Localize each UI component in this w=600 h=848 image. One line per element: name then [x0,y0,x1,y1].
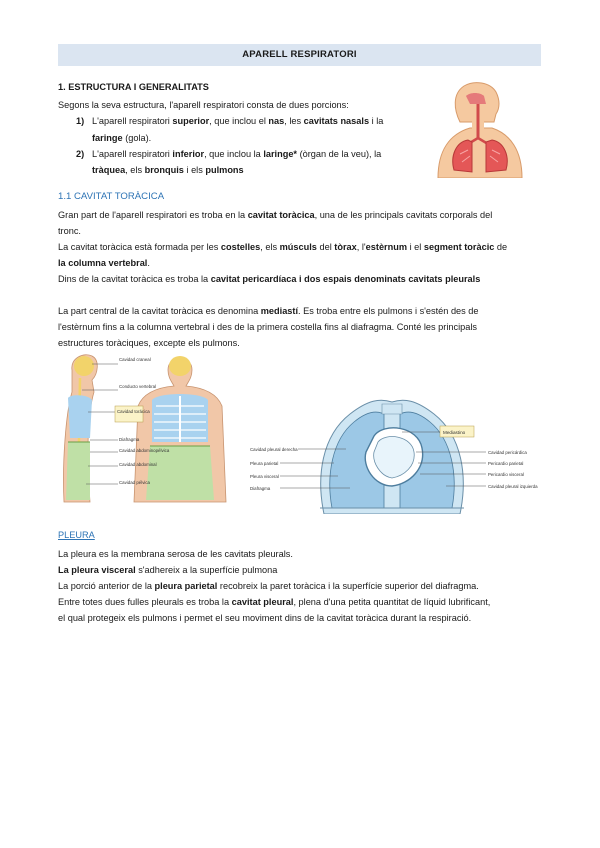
paragraph-4-line1: La part central de la cavitat toràcica es denomina mediastí. Es troba entre els pulmons i s'estén des de [58,306,479,316]
pleura-line2: La pleura visceral s'adhereix a la superfície pulmona [58,565,278,575]
label-mediastinum: Mediastino [443,430,466,435]
respiratory-system-illustration [430,80,530,178]
label-diaphragm: Diafragma [119,437,140,442]
label-abdominopelvic-cavity: Cavidad abdominopélvica [119,448,170,453]
label-left-pleural-cavity: Cavidad pleural izquierda [488,484,538,489]
label-diaphragm-right: Diafragma [250,486,271,491]
paragraph-2-line1: La cavitat toràcica està formada per les costelles, els músculs del tòrax, l'estèrnum i el segment toràcic de [58,242,508,252]
label-right-pleural-cavity: Cavidad pleural derecha [250,447,298,452]
label-thoracic-cavity: Cavidad torácica [117,409,150,414]
label-visceral-pleura: Pleura visceral [250,474,279,479]
paragraph-4-line3: estructures toràciques, excepte els pulmons. [58,338,240,348]
label-abdominal-cavity: Cavidad abdominal [119,462,157,467]
section-heading-structure: 1. ESTRUCTURA I GENERALITATS [58,82,209,92]
list-item-1-line1: L'aparell respiratori superior, que inclou el nas, les cavitats nasals i la [92,116,384,126]
body-cavities-figure [58,352,248,514]
label-parietal-pleura: Pleura parietal [250,461,279,466]
label-pelvic-cavity: Cavidad pélvica [119,480,150,485]
pleura-line1: La pleura es la membrana serosa de les cavitats pleurals. [58,549,293,559]
label-vertebral-canal: Conducto vertebral [119,384,157,389]
paragraph-2-line2: la columna vertebral. [58,258,150,268]
pleura-line3: La porció anterior de la pleura parietal recobreix la paret toràcica i la superfície superior del diafragma. [58,581,479,591]
paragraph-3: Dins de la cavitat toràcica es troba la cavitat pericardíaca i dos espais denominats cavitats pleurals [58,274,481,284]
paragraph-1-line1: Gran part de l'aparell respiratori es troba en la cavitat toràcica, una de les principals cavitats corporals del [58,210,493,220]
label-parietal-pericardium: Pericardio parietal [488,461,524,466]
paragraph-1-line2: tronc. [58,226,81,236]
intro-text: Segons la seva estructura, l'aparell respiratori consta de dues porcions: [58,100,349,110]
page-title: APARELL RESPIRATORI [58,44,541,66]
list-item-2-line2: tràquea, els bronquis i els pulmons [92,165,244,175]
list-item-1-line2: faringe (gola). [92,133,152,143]
list-number-2: 2) [76,149,85,159]
label-visceral-pericardium: Pericardio visceral [488,472,524,477]
paragraph-4-line2: l'estèrnum fins a la columna vertebral i des de la primera costella fins al diafragma. Conté les principals [58,322,477,332]
section-heading-thoracic-cavity: 1.1 CAVITAT TORÀCICA [58,191,165,202]
pleura-line4: Entre totes dues fulles pleurals es troba la cavitat pleural, plena d'una petita quantitat de líquid lubrificant, [58,597,491,607]
label-cranial-cavity: Cavidad craneal [119,357,151,362]
pleura-heading-link[interactable]: PLEURA [58,530,95,540]
mediastinum-figure [250,396,542,514]
pleura-line5: el qual protegeix els pulmons i permet el seu moviment dins de la cavitat toràcica durant la respiració. [58,613,472,623]
label-pericardial-cavity: Cavidad pericárdica [488,450,527,455]
list-item-2-line1: L'aparell respiratori inferior, que inclou la laringe* (òrgan de la veu), la [92,149,382,159]
list-number-1: 1) [76,116,85,126]
